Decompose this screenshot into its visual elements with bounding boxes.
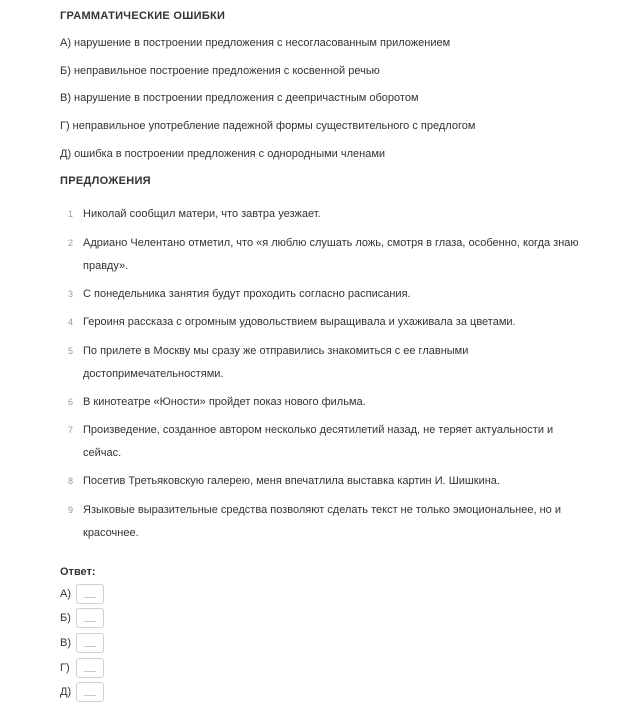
sentence-number: 3	[68, 289, 74, 299]
sentence-item	[60, 391, 580, 414]
sentence-number: 1	[68, 209, 74, 219]
sentence-item	[60, 232, 580, 278]
sentence-text: Героиня рассказа с огромным удовольствием выращивала и ухаживала за цветами.	[83, 316, 516, 328]
sentence-text: В кинотеатре «Юности» пройдет показ нового фильма.	[83, 396, 366, 408]
sentence-item	[60, 499, 580, 545]
answer-input-d[interactable]	[76, 658, 104, 678]
sentence-text: Языковые выразительные средства позволяют сделать текст не только эмоциональнее, но и красочнее.	[83, 504, 561, 539]
sentence-number: 2	[68, 238, 74, 248]
sentence-number: 7	[68, 425, 74, 435]
answer-label: Б)	[60, 612, 71, 624]
error-item-c: В) нарушение в построении предложения с деепричастным оборотом	[60, 92, 419, 104]
sentence-item	[60, 419, 580, 465]
answer-label: Д)	[60, 686, 72, 698]
answer-row-a	[60, 582, 104, 606]
answer-row-e	[60, 680, 104, 704]
answer-title: Ответ:	[60, 566, 96, 578]
sentence-text: Адриано Челентано отметил, что «я люблю слушать ложь, смотря в глаза, особенно, когда знаю правду».	[83, 237, 579, 272]
error-item-e: Д) ошибка в построении предложения с однородными членами	[60, 148, 386, 160]
sentence-text: Николай сообщил матери, что завтра уезжает.	[83, 208, 321, 220]
answer-input-a[interactable]	[76, 584, 104, 604]
error-item-b: Б) неправильное построение предложения с косвенной речью	[60, 65, 380, 77]
sentence-text: Произведение, созданное автором несколько десятилетий назад, не теряет актуальности и сейчас.	[83, 424, 554, 459]
sentence-number: 8	[68, 476, 74, 486]
answer-row-b	[60, 606, 104, 630]
answer-row-d	[60, 656, 104, 680]
error-item-a: А) нарушение в построении предложения с несогласованным приложением	[60, 37, 451, 49]
answer-label: А)	[60, 588, 71, 600]
sentence-item	[60, 203, 580, 226]
sentence-text: Посетив Третьяковскую галерею, меня впечатлила выставка картин И. Шишкина.	[83, 475, 500, 487]
sentences-heading: ПРЕДЛОЖЕНИЯ	[60, 175, 151, 187]
sentence-number: 6	[68, 397, 74, 407]
errors-heading: ГРАММАТИЧЕСКИЕ ОШИБКИ	[60, 10, 226, 22]
sentence-item	[60, 340, 580, 386]
sentence-number: 9	[68, 505, 74, 515]
sentence-item	[60, 311, 580, 334]
sentence-number: 4	[68, 317, 74, 327]
answer-row-c	[60, 631, 104, 655]
sentence-item	[60, 283, 580, 306]
answer-input-c[interactable]	[76, 633, 104, 653]
sentence-text: По прилете в Москву мы сразу же отправились знакомиться с ее главными достопримечательностями.	[83, 345, 469, 380]
error-item-d: Г) неправильное употребление падежной формы существительного с предлогом	[60, 120, 476, 132]
sentence-number: 5	[68, 346, 74, 356]
answer-label: В)	[60, 637, 71, 649]
sentence-item	[60, 470, 580, 493]
sentence-text: С понедельника занятия будут проходить согласно расписания.	[83, 288, 411, 300]
answer-input-e[interactable]	[76, 682, 104, 702]
answer-input-b[interactable]	[76, 608, 104, 628]
answer-label: Г)	[60, 662, 70, 674]
